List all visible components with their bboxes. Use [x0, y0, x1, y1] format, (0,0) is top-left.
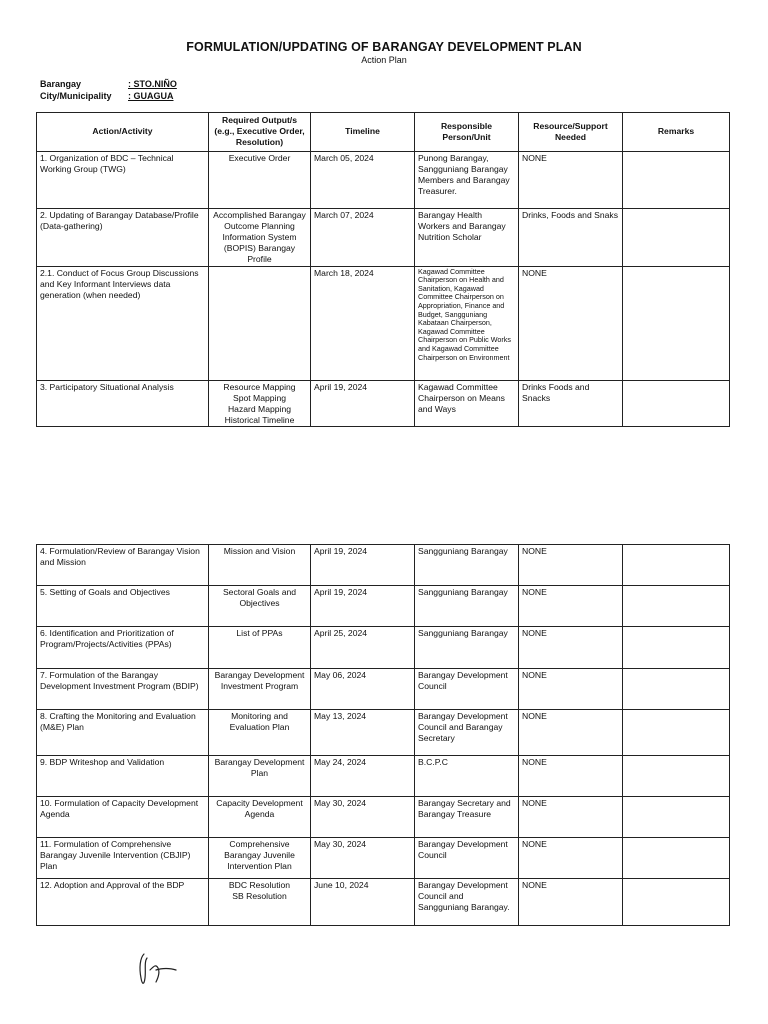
table-row — [37, 710, 730, 756]
remarks-cell — [623, 586, 730, 627]
resource-cell: Drinks, Foods and Snaks — [519, 208, 623, 266]
header-output: Required Output/s (e.g., Executive Order, Resolution) — [209, 113, 311, 152]
action-cell: 5. Setting of Goals and Objectives — [37, 586, 209, 627]
table-row — [37, 586, 730, 627]
table-row — [37, 797, 730, 838]
timeline-cell: May 24, 2024 — [311, 756, 415, 797]
remarks-cell — [623, 151, 730, 208]
remarks-cell — [623, 669, 730, 710]
table-row — [37, 208, 730, 266]
timeline-cell: April 25, 2024 — [311, 627, 415, 669]
responsible-cell: Kagawad Committee Chairperson on Means and Ways — [415, 380, 519, 427]
responsible-cell: Sangguniang Barangay — [415, 627, 519, 669]
resource-cell: NONE — [519, 627, 623, 669]
document-title: FORMULATION/UPDATING OF BARANGAY DEVELOPMENT PLAN — [186, 40, 582, 54]
city-row — [40, 91, 177, 103]
table-row — [37, 838, 730, 879]
resource-cell: Drinks Foods and Snacks — [519, 380, 623, 427]
responsible-cell: Barangay Development Council — [415, 669, 519, 710]
action-cell: 9. BDP Writeshop and Validation — [37, 756, 209, 797]
responsible-cell: Barangay Development Council — [415, 838, 519, 879]
timeline-cell: March 05, 2024 — [311, 151, 415, 208]
action-cell: 8. Crafting the Monitoring and Evaluation (M&E) Plan — [37, 710, 209, 756]
output-cell: Accomplished Barangay Outcome Planning Information System (BOPIS) Barangay Profile — [209, 208, 311, 266]
action-cell: 11. Formulation of Comprehensive Barangay Juvenile Intervention (CBJIP) Plan — [37, 838, 209, 879]
responsible-cell: Punong Barangay, Sangguniang Barangay Members and Barangay Treasurer. — [415, 151, 519, 208]
remarks-cell — [623, 545, 730, 586]
header-action: Action/Activity — [37, 113, 209, 152]
output-cell: BDC Resolution SB Resolution — [209, 879, 311, 926]
document-subtitle: Action Plan — [361, 55, 407, 65]
action-cell: 6. Identification and Prioritization of Program/Projects/Activities (PPAs) — [37, 627, 209, 669]
header-remarks: Remarks — [623, 113, 730, 152]
header-row — [37, 113, 730, 152]
table-row — [37, 669, 730, 710]
timeline-cell: June 10, 2024 — [311, 879, 415, 926]
table-row — [37, 266, 730, 380]
barangay-value: : STO.NIÑO — [128, 79, 177, 89]
handwritten-signature — [132, 948, 182, 988]
output-cell: Mission and Vision — [209, 545, 311, 586]
output-cell: Capacity Development Agenda — [209, 797, 311, 838]
city-value: : GUAGUA — [128, 90, 174, 101]
table-row — [37, 151, 730, 208]
output-cell: Monitoring and Evaluation Plan — [209, 710, 311, 756]
resource-cell: NONE — [519, 669, 623, 710]
timeline-cell: May 30, 2024 — [311, 797, 415, 838]
timeline-cell: May 13, 2024 — [311, 710, 415, 756]
output-cell: Comprehensive Barangay Juvenile Intervention Plan — [209, 838, 311, 879]
action-cell: 4. Formulation/Review of Barangay Vision and Mission — [37, 545, 209, 586]
output-cell: Executive Order — [209, 151, 311, 208]
timeline-cell: April 19, 2024 — [311, 586, 415, 627]
resource-cell: NONE — [519, 879, 623, 926]
table-row — [37, 380, 730, 427]
responsible-cell: Sangguniang Barangay — [415, 586, 519, 627]
remarks-cell — [623, 797, 730, 838]
action-cell: 3. Participatory Situational Analysis — [37, 380, 209, 427]
responsible-cell: Barangay Development Council and Barangay Secretary — [415, 710, 519, 756]
output-cell: Resource Mapping Spot Mapping Hazard Mapping Historical Timeline — [209, 380, 311, 427]
barangay-row — [40, 79, 177, 91]
header-responsible: Responsible Person/Unit — [415, 113, 519, 152]
resource-cell: NONE — [519, 756, 623, 797]
remarks-cell — [623, 208, 730, 266]
timeline-cell: April 19, 2024 — [311, 380, 415, 427]
timeline-cell: March 07, 2024 — [311, 208, 415, 266]
remarks-cell — [623, 756, 730, 797]
timeline-cell: May 30, 2024 — [311, 838, 415, 879]
action-plan-table-part2 — [36, 544, 730, 926]
responsible-cell: Barangay Secretary and Barangay Treasure — [415, 797, 519, 838]
remarks-cell — [623, 266, 730, 380]
action-cell: 7. Formulation of the Barangay Development Investment Program (BDIP) — [37, 669, 209, 710]
resource-cell: NONE — [519, 586, 623, 627]
timeline-cell: April 19, 2024 — [311, 545, 415, 586]
output-cell: Barangay Development Investment Program — [209, 669, 311, 710]
responsible-cell: Barangay Health Workers and Barangay Nutrition Scholar — [415, 208, 519, 266]
location-info — [40, 79, 177, 102]
city-label: City/Municipality — [40, 90, 112, 101]
resource-cell: NONE — [519, 710, 623, 756]
remarks-cell — [623, 838, 730, 879]
remarks-cell — [623, 879, 730, 926]
responsible-cell: Barangay Development Council and Sangguniang Barangay. — [415, 879, 519, 926]
resource-cell: NONE — [519, 797, 623, 838]
responsible-cell: Kagawad Committee Chairperson on Health and Sanitation, Kagawad Committee Chairperson on Appropriation, Finance and Budget, Sangguniang Kabataan Chairperson, Kagawad Committee Chairperson on Public Works and Kagawad Committee Chairperson on Environment — [415, 266, 519, 380]
action-cell: 2. Updating of Barangay Database/Profile (Data-gathering) — [37, 208, 209, 266]
action-cell: 2.1. Conduct of Focus Group Discussions and Key Informant Interviews data generation (when needed) — [37, 266, 209, 380]
table-row — [37, 756, 730, 797]
header-resource: Resource/Support Needed — [519, 113, 623, 152]
resource-cell: NONE — [519, 545, 623, 586]
action-cell: 12. Adoption and Approval of the BDP — [37, 879, 209, 926]
output-cell: List of PPAs — [209, 627, 311, 669]
header-timeline: Timeline — [311, 113, 415, 152]
responsible-cell: B.C.P.C — [415, 756, 519, 797]
table-row — [37, 545, 730, 586]
remarks-cell — [623, 710, 730, 756]
action-plan-table-part1 — [36, 112, 730, 427]
resource-cell: NONE — [519, 838, 623, 879]
output-cell: Barangay Development Plan — [209, 756, 311, 797]
table-row — [37, 627, 730, 669]
action-cell: 1. Organization of BDC – Technical Working Group (TWG) — [37, 151, 209, 208]
output-cell — [209, 266, 311, 380]
timeline-cell: May 06, 2024 — [311, 669, 415, 710]
barangay-label: Barangay — [40, 79, 82, 89]
output-cell: Sectoral Goals and Objectives — [209, 586, 311, 627]
resource-cell: NONE — [519, 151, 623, 208]
timeline-cell: March 18, 2024 — [311, 266, 415, 380]
remarks-cell — [623, 627, 730, 669]
action-cell: 10. Formulation of Capacity Development Agenda — [37, 797, 209, 838]
table-row — [37, 879, 730, 926]
responsible-cell: Sangguniang Barangay — [415, 545, 519, 586]
resource-cell: NONE — [519, 266, 623, 380]
remarks-cell — [623, 380, 730, 427]
